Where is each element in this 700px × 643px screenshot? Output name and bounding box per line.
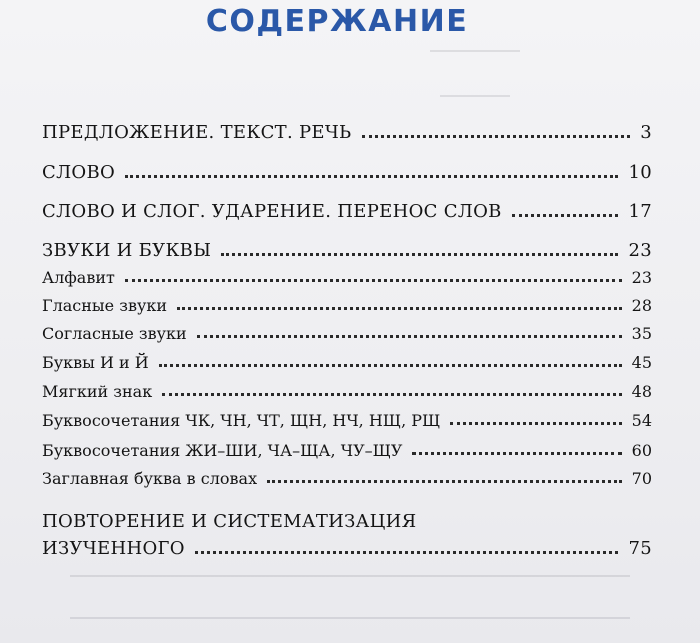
toc-entry-page: 60 [631, 441, 652, 460]
toc-entry-label: Заглавная буква в словах [42, 469, 258, 488]
toc-subentry[interactable] [42, 296, 652, 315]
toc-entry-label: ЗВУКИ И БУКВЫ [42, 240, 212, 261]
toc-entry-page: 45 [631, 353, 652, 372]
toc-entry[interactable] [42, 538, 652, 559]
toc-subentry[interactable] [42, 268, 652, 287]
toc-entry-page: 17 [628, 201, 652, 222]
toc-subentry[interactable] [42, 469, 652, 488]
toc-entry-page: 10 [628, 162, 652, 183]
dot-leader [450, 422, 621, 425]
toc-entry-label: Алфавит [42, 268, 115, 287]
toc-entry-label: Согласные звуки [42, 324, 187, 343]
toc-entry[interactable] [42, 240, 652, 261]
dot-leader [159, 364, 622, 367]
toc-subentry[interactable] [42, 441, 652, 460]
toc-entry-page: 70 [631, 469, 652, 488]
dot-leader [177, 307, 622, 310]
toc-entry-label: Гласные звуки [42, 296, 168, 315]
toc-entry[interactable] [42, 122, 652, 143]
toc-entry-page: 23 [628, 240, 652, 261]
dot-leader [512, 214, 619, 217]
toc-entry-label: Буквосочетания ЖИ–ШИ, ЧА–ЩА, ЧУ–ЩУ [42, 441, 403, 460]
dot-leader [125, 279, 622, 282]
toc-entry-label: ИЗУЧЕННОГО [42, 538, 185, 559]
dot-leader [267, 480, 622, 483]
toc-entry-page: 35 [631, 324, 652, 343]
toc-subentry[interactable] [42, 411, 652, 430]
page-title: СОДЕРЖАНИЕ [205, 4, 469, 39]
dot-leader [412, 452, 621, 455]
toc-entry[interactable] [42, 162, 652, 183]
toc-entry-page: 28 [631, 296, 652, 315]
toc-entry-page: 3 [640, 122, 652, 143]
dot-leader [221, 253, 618, 256]
bleed-through-marks [430, 50, 520, 62]
toc-entry-label: ПРЕДЛОЖЕНИЕ. ТЕКСТ. РЕЧЬ [42, 122, 352, 143]
dot-leader [162, 393, 621, 396]
toc-subentry[interactable] [42, 382, 652, 401]
toc-entry-label: Буквосочетания ЧК, ЧН, ЧТ, ЩН, НЧ, НЩ, РЩ [42, 411, 441, 430]
toc-entry-page: 75 [628, 538, 652, 559]
toc-entry-label: СЛОВО [42, 162, 116, 183]
dot-leader [362, 135, 631, 138]
dot-leader [125, 175, 618, 178]
bleed-through-marks [70, 575, 630, 619]
toc-entry-label: Буквы И и Й [42, 353, 149, 372]
toc-entry-label-line1: ПОВТОРЕНИЕ И СИСТЕМАТИЗАЦИЯ [42, 511, 417, 532]
toc-entry-page: 54 [631, 411, 652, 430]
toc-entry-label: Мягкий знак [42, 382, 153, 401]
toc-subentry[interactable] [42, 324, 652, 343]
dot-leader [195, 551, 619, 554]
toc-entry-page: 48 [631, 382, 652, 401]
dot-leader [197, 335, 622, 338]
bleed-through-marks [440, 95, 510, 107]
toc-entry-page: 23 [631, 268, 652, 287]
toc-entry-label: СЛОВО И СЛОГ. УДАРЕНИЕ. ПЕРЕНОС СЛОВ [42, 201, 502, 222]
toc-subentry[interactable] [42, 353, 652, 372]
toc-entry[interactable] [42, 201, 652, 222]
